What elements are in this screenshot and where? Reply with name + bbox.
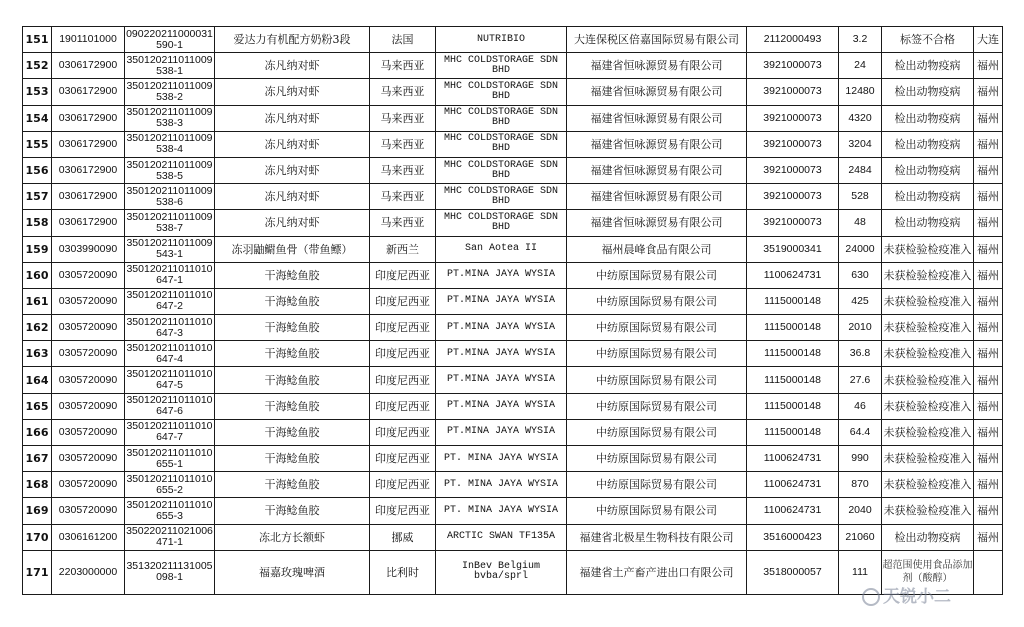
product-name-cell: 干海鲶鱼胶 <box>215 498 370 524</box>
product-name-cell: 冻凡纳对虾 <box>215 131 370 157</box>
port-cell: 福州 <box>974 367 1003 393</box>
weight-cell: 48 <box>839 210 882 236</box>
manufacturer-cell: MHC COLDSTORAGE SDN BHD <box>436 79 567 105</box>
origin-country-cell: 印度尼西亚 <box>370 446 436 472</box>
row-number-cell: 168 <box>23 472 52 498</box>
importer-cell: 福建省恒咏源贸易有限公司 <box>567 105 747 131</box>
declaration-number-cell: 351320211131005098-1 <box>125 550 215 594</box>
manufacturer-cell: San Aotea II <box>436 236 567 262</box>
manufacturer-cell: PT.MINA JAYA WYSIA <box>436 288 567 314</box>
weight-cell: 4320 <box>839 105 882 131</box>
manufacturer-cell: MHC COLDSTORAGE SDN BHD <box>436 105 567 131</box>
importer-cell: 福建省北极星生物科技有限公司 <box>567 524 747 550</box>
weight-cell: 3.2 <box>839 27 882 53</box>
declaration-number-cell: 350120211011009538-4 <box>125 131 215 157</box>
origin-country-cell: 挪威 <box>370 524 436 550</box>
declaration-number-cell: 350120211011009538-5 <box>125 157 215 183</box>
product-name-cell: 冻凡纳对虾 <box>215 184 370 210</box>
port-cell: 福州 <box>974 419 1003 445</box>
manufacturer-cell: PT.MINA JAYA WYSIA <box>436 262 567 288</box>
product-name-cell: 干海鲶鱼胶 <box>215 393 370 419</box>
port-cell: 福州 <box>974 184 1003 210</box>
hs-code-cell: 0305720090 <box>52 393 125 419</box>
manufacturer-cell: MHC COLDSTORAGE SDN BHD <box>436 184 567 210</box>
hs-code-cell: 0306172900 <box>52 131 125 157</box>
product-name-cell: 干海鲶鱼胶 <box>215 315 370 341</box>
origin-country-cell: 马来西亚 <box>370 157 436 183</box>
weight-cell: 12480 <box>839 79 882 105</box>
declaration-number-cell: 350120211011010647-2 <box>125 288 215 314</box>
registration-number-cell: 3516000423 <box>747 524 839 550</box>
weight-cell: 528 <box>839 184 882 210</box>
rejection-reason-cell: 检出动物疫病 <box>882 131 974 157</box>
weight-cell: 64.4 <box>839 419 882 445</box>
rejection-reason-cell: 检出动物疫病 <box>882 105 974 131</box>
registration-number-cell: 1100624731 <box>747 262 839 288</box>
table-row <box>23 27 1003 53</box>
row-number-cell: 165 <box>23 393 52 419</box>
origin-country-cell: 印度尼西亚 <box>370 315 436 341</box>
registration-number-cell: 1115000148 <box>747 315 839 341</box>
product-name-cell: 干海鲶鱼胶 <box>215 262 370 288</box>
importer-cell: 福建省恒咏源贸易有限公司 <box>567 184 747 210</box>
declaration-number-cell: 350120211011010647-5 <box>125 367 215 393</box>
inspection-table-sheet <box>22 26 1002 595</box>
weight-cell: 24 <box>839 53 882 79</box>
importer-cell: 中纺原国际贸易有限公司 <box>567 288 747 314</box>
product-name-cell: 冻凡纳对虾 <box>215 105 370 131</box>
row-number-cell: 154 <box>23 105 52 131</box>
table-row <box>23 341 1003 367</box>
port-cell: 福州 <box>974 341 1003 367</box>
port-cell: 福州 <box>974 472 1003 498</box>
manufacturer-cell: PT. MINA JAYA WYSIA <box>436 498 567 524</box>
importer-cell: 福建省恒咏源贸易有限公司 <box>567 157 747 183</box>
product-name-cell: 爱达力有机配方奶粉3段 <box>215 27 370 53</box>
table-row <box>23 288 1003 314</box>
hs-code-cell: 0306172900 <box>52 157 125 183</box>
table-row <box>23 472 1003 498</box>
hs-code-cell: 0306161200 <box>52 524 125 550</box>
registration-number-cell: 3921000073 <box>747 53 839 79</box>
declaration-number-cell: 350120211011009538-2 <box>125 79 215 105</box>
declaration-number-cell: 090220211000031590-1 <box>125 27 215 53</box>
row-number-cell: 160 <box>23 262 52 288</box>
port-cell: 福州 <box>974 79 1003 105</box>
rejection-reason-cell: 未获检验检疫准入 <box>882 498 974 524</box>
hs-code-cell: 0305720090 <box>52 472 125 498</box>
rejection-reason-cell: 未获检验检疫准入 <box>882 367 974 393</box>
row-number-cell: 158 <box>23 210 52 236</box>
hs-code-cell: 0306172900 <box>52 184 125 210</box>
hs-code-cell: 0303990090 <box>52 236 125 262</box>
rejection-reason-cell: 未获检验检疫准入 <box>882 393 974 419</box>
declaration-number-cell: 350120211011009543-1 <box>125 236 215 262</box>
manufacturer-cell: PT.MINA JAYA WYSIA <box>436 315 567 341</box>
row-number-cell: 152 <box>23 53 52 79</box>
port-cell: 福州 <box>974 524 1003 550</box>
weight-cell: 630 <box>839 262 882 288</box>
origin-country-cell: 新西兰 <box>370 236 436 262</box>
registration-number-cell: 1100624731 <box>747 498 839 524</box>
table-row <box>23 157 1003 183</box>
rejection-reason-cell: 未获检验检疫准入 <box>882 446 974 472</box>
product-name-cell: 干海鲶鱼胶 <box>215 288 370 314</box>
manufacturer-cell: NUTRIBIO <box>436 27 567 53</box>
declaration-number-cell: 350120211011010655-2 <box>125 472 215 498</box>
product-name-cell: 干海鲶鱼胶 <box>215 341 370 367</box>
hs-code-cell: 0305720090 <box>52 367 125 393</box>
product-name-cell: 福嘉玫瑰啤酒 <box>215 550 370 594</box>
weight-cell: 46 <box>839 393 882 419</box>
row-number-cell: 166 <box>23 419 52 445</box>
hs-code-cell: 0305720090 <box>52 262 125 288</box>
origin-country-cell: 印度尼西亚 <box>370 498 436 524</box>
weight-cell: 870 <box>839 472 882 498</box>
registration-number-cell: 1115000148 <box>747 341 839 367</box>
port-cell: 福州 <box>974 288 1003 314</box>
rejection-reason-cell: 检出动物疫病 <box>882 157 974 183</box>
port-cell: 福州 <box>974 131 1003 157</box>
importer-cell: 中纺原国际贸易有限公司 <box>567 315 747 341</box>
importer-cell: 中纺原国际贸易有限公司 <box>567 419 747 445</box>
rejection-reason-cell: 未获检验检疫准入 <box>882 262 974 288</box>
product-name-cell: 冻凡纳对虾 <box>215 53 370 79</box>
port-cell: 福州 <box>974 105 1003 131</box>
table-row <box>23 53 1003 79</box>
weight-cell: 111 <box>839 550 882 594</box>
origin-country-cell: 印度尼西亚 <box>370 367 436 393</box>
importer-cell: 中纺原国际贸易有限公司 <box>567 262 747 288</box>
product-name-cell: 干海鲶鱼胶 <box>215 367 370 393</box>
port-cell: 福州 <box>974 262 1003 288</box>
rejection-reason-cell: 超范围使用食品添加剂（酸醇） <box>882 550 974 594</box>
registration-number-cell: 1100624731 <box>747 472 839 498</box>
registration-number-cell: 1115000148 <box>747 367 839 393</box>
product-name-cell: 冻凡纳对虾 <box>215 210 370 236</box>
declaration-number-cell: 350120211011010647-6 <box>125 393 215 419</box>
origin-country-cell: 法国 <box>370 27 436 53</box>
port-cell: 福州 <box>974 53 1003 79</box>
table-row <box>23 550 1003 594</box>
port-cell: 福州 <box>974 236 1003 262</box>
rejection-reason-cell: 未获检验检疫准入 <box>882 472 974 498</box>
table-row <box>23 498 1003 524</box>
row-number-cell: 169 <box>23 498 52 524</box>
table-row <box>23 419 1003 445</box>
manufacturer-cell: InBev Belgium bvba/sprl <box>436 550 567 594</box>
rejection-reason-cell: 检出动物疫病 <box>882 53 974 79</box>
hs-code-cell: 0305720090 <box>52 446 125 472</box>
hs-code-cell: 0305720090 <box>52 341 125 367</box>
importer-cell: 福建省恒咏源贸易有限公司 <box>567 79 747 105</box>
row-number-cell: 157 <box>23 184 52 210</box>
importer-cell: 福州晨峰食品有限公司 <box>567 236 747 262</box>
weight-cell: 990 <box>839 446 882 472</box>
registration-number-cell: 3921000073 <box>747 157 839 183</box>
product-name-cell: 冻羽鼬鳚鱼骨（带鱼鳔） <box>215 236 370 262</box>
table-row <box>23 367 1003 393</box>
declaration-number-cell: 350120211011010655-1 <box>125 446 215 472</box>
declaration-number-cell: 350120211011009538-1 <box>125 53 215 79</box>
origin-country-cell: 马来西亚 <box>370 184 436 210</box>
hs-code-cell: 1901101000 <box>52 27 125 53</box>
port-cell <box>974 550 1003 594</box>
importer-cell: 福建省恒咏源贸易有限公司 <box>567 210 747 236</box>
declaration-number-cell: 350120211011010647-1 <box>125 262 215 288</box>
manufacturer-cell: MHC COLDSTORAGE SDN BHD <box>436 53 567 79</box>
hs-code-cell: 0306172900 <box>52 210 125 236</box>
origin-country-cell: 马来西亚 <box>370 79 436 105</box>
row-number-cell: 155 <box>23 131 52 157</box>
row-number-cell: 156 <box>23 157 52 183</box>
product-name-cell: 干海鲶鱼胶 <box>215 446 370 472</box>
origin-country-cell: 印度尼西亚 <box>370 288 436 314</box>
rejection-reason-cell: 未获检验检疫准入 <box>882 341 974 367</box>
origin-country-cell: 比利时 <box>370 550 436 594</box>
table-row <box>23 131 1003 157</box>
origin-country-cell: 印度尼西亚 <box>370 419 436 445</box>
declaration-number-cell: 350120211011010655-3 <box>125 498 215 524</box>
table-row <box>23 524 1003 550</box>
hs-code-cell: 0305720090 <box>52 498 125 524</box>
weight-cell: 24000 <box>839 236 882 262</box>
rejection-reason-cell: 未获检验检疫准入 <box>882 236 974 262</box>
origin-country-cell: 印度尼西亚 <box>370 472 436 498</box>
weight-cell: 36.8 <box>839 341 882 367</box>
importer-cell: 中纺原国际贸易有限公司 <box>567 472 747 498</box>
importer-cell: 中纺原国际贸易有限公司 <box>567 498 747 524</box>
weight-cell: 21060 <box>839 524 882 550</box>
rejection-reason-cell: 未获检验检疫准入 <box>882 288 974 314</box>
importer-cell: 中纺原国际贸易有限公司 <box>567 446 747 472</box>
row-number-cell: 170 <box>23 524 52 550</box>
origin-country-cell: 马来西亚 <box>370 210 436 236</box>
manufacturer-cell: MHC COLDSTORAGE SDN BHD <box>436 157 567 183</box>
origin-country-cell: 马来西亚 <box>370 105 436 131</box>
manufacturer-cell: ARCTIC SWAN TF135A <box>436 524 567 550</box>
importer-cell: 福建省土产畜产进出口有限公司 <box>567 550 747 594</box>
row-number-cell: 153 <box>23 79 52 105</box>
registration-number-cell: 1115000148 <box>747 419 839 445</box>
rejection-reason-cell: 未获检验检疫准入 <box>882 419 974 445</box>
hs-code-cell: 0306172900 <box>52 105 125 131</box>
hs-code-cell: 0305720090 <box>52 288 125 314</box>
table-row <box>23 393 1003 419</box>
declaration-number-cell: 350120211011009538-7 <box>125 210 215 236</box>
product-name-cell: 干海鲶鱼胶 <box>215 419 370 445</box>
port-cell: 福州 <box>974 393 1003 419</box>
rejected-imports-table <box>22 26 1003 595</box>
registration-number-cell: 3921000073 <box>747 105 839 131</box>
declaration-number-cell: 350120211011010647-4 <box>125 341 215 367</box>
importer-cell: 中纺原国际贸易有限公司 <box>567 367 747 393</box>
row-number-cell: 159 <box>23 236 52 262</box>
declaration-number-cell: 350120211011009538-6 <box>125 184 215 210</box>
table-body <box>23 27 1003 595</box>
table-row <box>23 79 1003 105</box>
row-number-cell: 161 <box>23 288 52 314</box>
weight-cell: 2040 <box>839 498 882 524</box>
origin-country-cell: 马来西亚 <box>370 131 436 157</box>
importer-cell: 福建省恒咏源贸易有限公司 <box>567 53 747 79</box>
importer-cell: 中纺原国际贸易有限公司 <box>567 393 747 419</box>
declaration-number-cell: 350120211011010647-7 <box>125 419 215 445</box>
rejection-reason-cell: 检出动物疫病 <box>882 210 974 236</box>
registration-number-cell: 3519000341 <box>747 236 839 262</box>
weight-cell: 2010 <box>839 315 882 341</box>
hs-code-cell: 0305720090 <box>52 315 125 341</box>
row-number-cell: 151 <box>23 27 52 53</box>
product-name-cell: 冻凡纳对虾 <box>215 157 370 183</box>
origin-country-cell: 印度尼西亚 <box>370 262 436 288</box>
row-number-cell: 164 <box>23 367 52 393</box>
port-cell: 福州 <box>974 498 1003 524</box>
table-row <box>23 315 1003 341</box>
table-row <box>23 262 1003 288</box>
port-cell: 福州 <box>974 157 1003 183</box>
hs-code-cell: 0305720090 <box>52 419 125 445</box>
rejection-reason-cell: 未获检验检疫准入 <box>882 315 974 341</box>
origin-country-cell: 马来西亚 <box>370 53 436 79</box>
row-number-cell: 162 <box>23 315 52 341</box>
product-name-cell: 冻北方长额虾 <box>215 524 370 550</box>
manufacturer-cell: MHC COLDSTORAGE SDN BHD <box>436 210 567 236</box>
hs-code-cell: 0306172900 <box>52 79 125 105</box>
declaration-number-cell: 350220211021006471-1 <box>125 524 215 550</box>
declaration-number-cell: 350120211011009538-3 <box>125 105 215 131</box>
port-cell: 福州 <box>974 210 1003 236</box>
weight-cell: 425 <box>839 288 882 314</box>
row-number-cell: 171 <box>23 550 52 594</box>
weight-cell: 3204 <box>839 131 882 157</box>
declaration-number-cell: 350120211011010647-3 <box>125 315 215 341</box>
port-cell: 福州 <box>974 315 1003 341</box>
rejection-reason-cell: 检出动物疫病 <box>882 184 974 210</box>
manufacturer-cell: PT.MINA JAYA WYSIA <box>436 393 567 419</box>
manufacturer-cell: PT. MINA JAYA WYSIA <box>436 446 567 472</box>
weight-cell: 2484 <box>839 157 882 183</box>
registration-number-cell: 3921000073 <box>747 210 839 236</box>
origin-country-cell: 印度尼西亚 <box>370 341 436 367</box>
table-row <box>23 210 1003 236</box>
registration-number-cell: 3921000073 <box>747 131 839 157</box>
registration-number-cell: 1100624731 <box>747 446 839 472</box>
manufacturer-cell: MHC COLDSTORAGE SDN BHD <box>436 131 567 157</box>
importer-cell: 福建省恒咏源贸易有限公司 <box>567 131 747 157</box>
weight-cell: 27.6 <box>839 367 882 393</box>
registration-number-cell: 3518000057 <box>747 550 839 594</box>
port-cell: 大连 <box>974 27 1003 53</box>
importer-cell: 大连保税区倍嘉国际贸易有限公司 <box>567 27 747 53</box>
product-name-cell: 干海鲶鱼胶 <box>215 472 370 498</box>
table-row <box>23 184 1003 210</box>
rejection-reason-cell: 检出动物疫病 <box>882 79 974 105</box>
registration-number-cell: 2112000493 <box>747 27 839 53</box>
port-cell: 福州 <box>974 446 1003 472</box>
rejection-reason-cell: 检出动物疫病 <box>882 524 974 550</box>
hs-code-cell: 2203000000 <box>52 550 125 594</box>
registration-number-cell: 3921000073 <box>747 79 839 105</box>
importer-cell: 中纺原国际贸易有限公司 <box>567 341 747 367</box>
manufacturer-cell: PT. MINA JAYA WYSIA <box>436 472 567 498</box>
table-row <box>23 105 1003 131</box>
manufacturer-cell: PT.MINA JAYA WYSIA <box>436 367 567 393</box>
registration-number-cell: 1115000148 <box>747 288 839 314</box>
hs-code-cell: 0306172900 <box>52 53 125 79</box>
origin-country-cell: 印度尼西亚 <box>370 393 436 419</box>
row-number-cell: 167 <box>23 446 52 472</box>
table-row <box>23 446 1003 472</box>
manufacturer-cell: PT.MINA JAYA WYSIA <box>436 419 567 445</box>
table-row <box>23 236 1003 262</box>
row-number-cell: 163 <box>23 341 52 367</box>
registration-number-cell: 3921000073 <box>747 184 839 210</box>
rejection-reason-cell: 标签不合格 <box>882 27 974 53</box>
watermark-text: 天锐小二 <box>883 587 951 607</box>
registration-number-cell: 1115000148 <box>747 393 839 419</box>
manufacturer-cell: PT.MINA JAYA WYSIA <box>436 341 567 367</box>
product-name-cell: 冻凡纳对虾 <box>215 79 370 105</box>
